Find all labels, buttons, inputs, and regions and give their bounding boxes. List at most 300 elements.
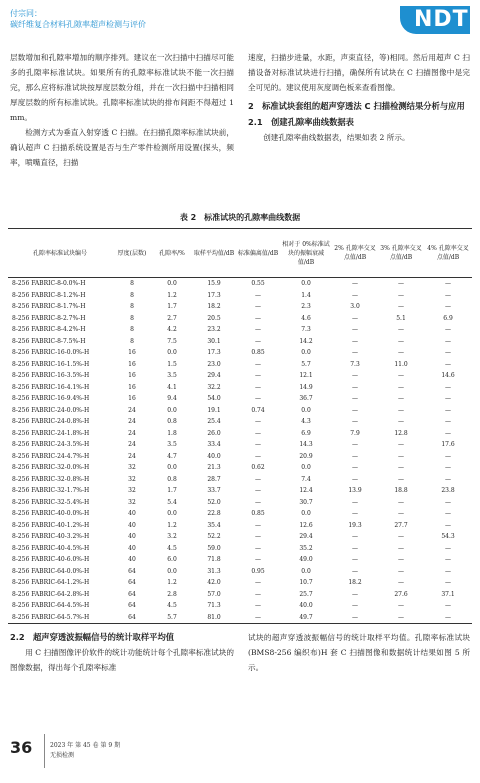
table-cell: 64 (128, 590, 136, 598)
table-cell: 64 (128, 579, 136, 586)
table-cell: 8-256 FABRIC-8-4.2%-H (12, 326, 86, 333)
table-cell: 0.0 (167, 510, 177, 517)
table-cell: 8-256 FABRIC-40-3.2%-H (12, 533, 90, 540)
table-cell: — (445, 579, 451, 586)
table-cell: 35.2 (299, 544, 313, 552)
table-cell: 42.0 (207, 579, 221, 586)
table-cell: 0.85 (251, 349, 265, 356)
table-cell: 1.4 (301, 291, 311, 299)
table-cell: 32 (128, 498, 136, 506)
table-row (8, 474, 472, 486)
table-cell: 12.1 (299, 372, 313, 379)
table-row (8, 290, 472, 302)
column-header: 4% 孔隙率交叉点值/dB (424, 229, 472, 278)
table-cell: — (255, 337, 261, 345)
table-cell: 33.7 (207, 487, 221, 494)
table-cell: 23.0 (207, 360, 221, 368)
table-row (8, 462, 472, 474)
table-cell: 8-256 FABRIC-16-3.5%-H (12, 372, 90, 379)
table-cell: 59.0 (207, 544, 221, 552)
table-cell: — (255, 544, 261, 552)
table-cell: 28.7 (207, 475, 221, 483)
table-cell: 30.1 (207, 337, 221, 345)
table-cell: 40 (128, 521, 136, 529)
table-cell: 4.6 (301, 314, 311, 322)
table-cell: 24 (128, 429, 136, 437)
table-cell: — (352, 314, 358, 322)
table-cell: — (236, 612, 280, 624)
table-cell: — (424, 612, 472, 624)
table-cell: — (352, 590, 358, 598)
table-row (8, 589, 472, 601)
table-cell: 8-256 FABRIC-40-6.0%-H (12, 556, 90, 563)
table-row (8, 324, 472, 336)
table-cell: 8-256 FABRIC-16-1.5%-H (12, 360, 90, 368)
column-header: 相对于 0%标准试块的振幅衰减值/dB (280, 229, 332, 278)
table-cell: 17.6 (441, 441, 455, 448)
table-cell: 4.5 (167, 602, 177, 609)
table-cell: 12.6 (299, 521, 313, 529)
table-cell: 7.5 (167, 337, 177, 345)
table-cell: — (445, 406, 451, 414)
table-cell: — (332, 612, 378, 624)
table-row (8, 554, 472, 566)
table-cell: 8-256 FABRIC-24-4.7%-H (12, 452, 90, 460)
table-cell: — (398, 579, 404, 586)
table-cell: 27.7 (394, 521, 408, 529)
table-cell: 52.0 (207, 498, 221, 506)
table-cell: — (255, 475, 261, 483)
table-cell: 29.4 (207, 372, 221, 379)
journal-name: 无损检测 (50, 752, 75, 759)
table-cell: — (398, 303, 404, 310)
table-cell: 1.5 (167, 360, 177, 368)
table-row (8, 313, 472, 325)
table-cell: — (398, 291, 404, 299)
table-cell: — (398, 349, 404, 356)
table-cell: 8-256 FABRIC-32-5.4%-H (12, 498, 90, 506)
table-cell: 40.0 (207, 452, 221, 460)
table-cell: 1.7 (167, 487, 177, 494)
table-cell: 7.9 (350, 429, 360, 437)
table-cell: — (398, 372, 404, 379)
table-row (8, 347, 472, 359)
table-cell: 40 (128, 544, 136, 552)
column-header: 2% 孔隙率交叉点值/dB (332, 229, 378, 278)
table-cell: 3.2 (167, 533, 177, 540)
table-row (8, 508, 472, 520)
table-cell: 52.2 (207, 533, 221, 540)
table-cell: — (445, 544, 451, 552)
table-cell: 6.0 (167, 556, 177, 563)
table-cell: 4.1 (167, 383, 177, 391)
table-cell: — (445, 464, 451, 471)
table-cell: 64 (128, 567, 136, 575)
left-column (10, 50, 234, 170)
table-cell: 6.9 (443, 314, 453, 322)
table-cell: — (352, 498, 358, 506)
table-cell: 40 (128, 533, 136, 540)
table-cell: — (255, 441, 261, 448)
footer-divider (44, 734, 45, 768)
bottom-left-column (10, 630, 234, 675)
table-cell: 40 (128, 510, 136, 517)
table-cell: 8 (130, 314, 134, 322)
table-cell: 0.74 (251, 406, 265, 414)
table-cell: 32 (128, 487, 136, 494)
table-cell: 1.2 (167, 291, 177, 299)
table-cell: 18.8 (394, 487, 408, 494)
table-cell: 64 (112, 612, 152, 624)
table-cell: — (445, 395, 451, 402)
table-cell: 12.4 (299, 487, 313, 494)
table-row (8, 336, 472, 348)
table-cell: — (445, 280, 451, 287)
table-cell: — (352, 337, 358, 345)
table-cell: 3.5 (167, 441, 177, 448)
table-cell: 0.85 (251, 510, 265, 517)
header-article-title: 碳纤维复合材料孔隙率超声检测与评价 (10, 20, 146, 29)
table-cell: 15.9 (207, 280, 221, 287)
table-cell: 6.9 (301, 429, 311, 437)
table-cell: 23.2 (207, 326, 221, 333)
table-cell: 22.8 (207, 510, 221, 517)
table-cell: 8-256 FABRIC-16-4.1%-H (12, 383, 90, 391)
table-row (8, 428, 472, 440)
column-header: 孔隙率/% (152, 229, 192, 278)
table-cell: 7.3 (301, 326, 311, 333)
table-cell: 4.5 (167, 544, 177, 552)
table-cell: — (398, 383, 404, 391)
table-cell: 10.7 (299, 579, 313, 586)
table-cell: 8-256 FABRIC-32-0.8%-H (12, 475, 90, 483)
table-cell: 1.2 (167, 579, 177, 586)
table-cell: — (445, 521, 451, 529)
table-cell: — (255, 487, 261, 494)
table-cell: 49.7 (280, 612, 332, 624)
table-cell: 24 (128, 452, 136, 460)
table-cell: 5.7 (301, 360, 311, 368)
table-row (8, 543, 472, 555)
table-cell: 0.0 (167, 349, 177, 356)
table-cell: — (445, 498, 451, 506)
table-cell: — (352, 291, 358, 299)
table-cell: 8-256 FABRIC-64-0.0%-H (12, 567, 90, 575)
table-cell: 0.0 (301, 349, 311, 356)
table-cell: — (352, 372, 358, 379)
table-cell: 19.1 (207, 406, 221, 414)
table-cell: 30.7 (299, 498, 313, 506)
table-cell: 71.8 (207, 556, 221, 563)
table-cell: 71.3 (207, 602, 221, 609)
table-cell: — (352, 349, 358, 356)
subsection-heading: 2.1 创建孔隙率曲线数据表 (248, 117, 354, 127)
table-cell: — (398, 395, 404, 402)
table-cell: — (445, 303, 451, 310)
table-cell: — (352, 475, 358, 483)
table-cell: 16 (128, 383, 136, 391)
table-row (8, 405, 472, 417)
table-cell: 16 (128, 349, 136, 356)
table-caption: 表 2 标准试块的孔隙率曲线数据 (179, 213, 301, 222)
table-cell: 16 (128, 372, 136, 379)
table-cell: — (255, 498, 261, 506)
table-cell: 35.4 (207, 521, 221, 529)
table-cell: 1.7 (167, 303, 177, 310)
table-cell: 0.8 (167, 418, 177, 425)
table-cell: 0.0 (167, 567, 177, 575)
table-cell: 16 (128, 395, 136, 402)
table-cell: — (255, 533, 261, 540)
column-header: 厚度(层数) (112, 229, 152, 278)
table-cell: — (445, 349, 451, 356)
table-cell: — (445, 360, 451, 368)
table-cell: 1.8 (167, 429, 177, 437)
table-cell: — (398, 556, 404, 563)
table-row (8, 393, 472, 405)
table-cell: 13.9 (348, 487, 362, 494)
table-cell: — (255, 360, 261, 368)
section-heading: 2 标准试块套组的超声穿透法 C 扫描检测结果分析与应用 (248, 101, 465, 111)
table-cell: — (255, 521, 261, 529)
table-cell: 12.8 (394, 429, 408, 437)
table-cell: 0.0 (167, 406, 177, 414)
table-cell: — (352, 533, 358, 540)
table-cell: 3.5 (167, 372, 177, 379)
table-cell: — (352, 544, 358, 552)
table-cell: 8-256 FABRIC-32-1.7%-H (12, 487, 90, 494)
table-cell: 17.3 (207, 349, 221, 356)
table-cell: 40 (128, 556, 136, 563)
table-cell: — (398, 464, 404, 471)
table-row (8, 278, 472, 290)
paragraph: 创建孔隙率曲线数据表，结果如表 2 所示。 (263, 133, 410, 142)
table-cell: 8 (130, 337, 134, 345)
table-cell: 0.0 (301, 510, 311, 517)
table-cell: — (352, 326, 358, 333)
table-cell: 24 (128, 418, 136, 425)
table-cell: 0.55 (251, 280, 265, 287)
table-cell: — (445, 452, 451, 460)
table-cell: — (255, 372, 261, 379)
header-author: 付宗同： (10, 9, 42, 18)
table-cell: 2.3 (301, 303, 311, 310)
table-cell: 8 (130, 291, 134, 299)
table-cell: 8-256 FABRIC-8-2.7%-H (12, 314, 86, 322)
table-cell: 14.2 (299, 337, 313, 345)
table-cell: — (352, 383, 358, 391)
table-cell: 32 (128, 464, 136, 471)
table-cell: 27.6 (394, 590, 408, 598)
table-cell: 18.2 (207, 303, 221, 310)
table-cell: — (352, 280, 358, 287)
table-cell: 0.95 (251, 567, 265, 575)
table-cell: — (445, 602, 451, 609)
table-cell: 8-256 FABRIC-16-9.4%-H (12, 395, 90, 402)
table-cell: 14.3 (299, 441, 313, 448)
table-cell: — (255, 590, 261, 598)
table-cell: — (445, 556, 451, 563)
table-row (8, 359, 472, 371)
table-cell: — (398, 452, 404, 460)
table-cell: 9.4 (167, 395, 177, 402)
table-row (8, 382, 472, 394)
table-cell: 8-256 FABRIC-40-0.0%-H (12, 510, 90, 517)
table-row (8, 301, 472, 313)
table-cell: — (398, 418, 404, 425)
table-cell: — (398, 533, 404, 540)
table-row (8, 531, 472, 543)
table-cell: 49.0 (299, 556, 313, 563)
table-cell: 8-256 FABRIC-8-1.7%-H (12, 303, 86, 310)
table-cell: 8-256 FABRIC-8-0.0%-H (12, 280, 86, 287)
table-cell: 8-256 FABRIC-64-5.7%-H (8, 612, 112, 624)
table-cell: — (398, 326, 404, 333)
table-cell: 57.0 (207, 590, 221, 598)
table-cell: — (398, 475, 404, 483)
table-cell: 37.1 (441, 590, 455, 598)
table-cell: 14.6 (441, 372, 455, 379)
table-row (8, 566, 472, 578)
table-cell: 8-256 FABRIC-64-1.2%-H (12, 579, 90, 586)
table-cell: 0.0 (301, 406, 311, 414)
table-cell: — (255, 429, 261, 437)
table-cell: 20.9 (299, 452, 313, 460)
table-cell: 81.0 (192, 612, 236, 624)
table-cell: — (398, 510, 404, 517)
table-cell: — (352, 452, 358, 460)
table-cell: 8 (130, 280, 134, 287)
porosity-data-table (8, 228, 472, 624)
table-cell: — (445, 418, 451, 425)
paragraph: 速度，扫描步进量，水距，声束直径，等)相同。然后用超声 C 扫描设备对标准试块进行扫描，确保所有试块在 C 扫描图像中是完全可见的。建议使用灰度调色板来查看图像。 (248, 53, 470, 92)
table-cell: 11.0 (394, 360, 408, 368)
table-cell: — (445, 326, 451, 333)
table-cell: 0.62 (251, 464, 265, 471)
table-cell: 8-256 FABRIC-8-7.5%-H (12, 337, 86, 345)
table-cell: 8 (130, 303, 134, 310)
subsection-heading: 2.2 超声穿透波振幅信号的统计取样平均值 (10, 632, 175, 642)
table-cell: 5.7 (152, 612, 192, 624)
table-cell: 8-256 FABRIC-8-1.2%-H (12, 291, 86, 299)
table-cell: 23.8 (441, 487, 455, 494)
table-cell: 21.3 (207, 464, 221, 471)
table-cell: — (352, 556, 358, 563)
table-cell: — (445, 567, 451, 575)
table-cell: 8-256 FABRIC-24-0.8%-H (12, 418, 90, 425)
table-cell: 26.0 (207, 429, 221, 437)
table-cell: 40.0 (299, 602, 313, 609)
table-cell: — (398, 280, 404, 287)
table-row (8, 600, 472, 612)
column-header: 取样平均值/dB (192, 229, 236, 278)
table-cell: 64 (128, 602, 136, 609)
table-row (8, 439, 472, 451)
table-row (8, 370, 472, 382)
table-cell: 25.4 (207, 418, 221, 425)
table-cell: — (352, 510, 358, 517)
table-header-row (8, 229, 472, 278)
table-row (8, 612, 472, 624)
table-cell: 0.0 (301, 464, 311, 471)
table-cell: 8-256 FABRIC-24-0.0%-H (12, 406, 90, 414)
paragraph: 检测方式为垂直入射穿透 C 扫描。在扫描孔隙率标准试块前，确认超声 C 扫描系统设置是否与生产零件检测所用设置(探头，频率，喷嘴直径，扫描 (10, 128, 234, 167)
table-cell: — (255, 303, 261, 310)
table-cell: 7.4 (301, 475, 311, 483)
table-cell: 32.2 (207, 383, 221, 391)
table-cell: 0.0 (167, 464, 177, 471)
table-cell: 8-256 FABRIC-24-1.8%-H (12, 429, 90, 437)
column-header: 标准偏离值/dB (236, 229, 280, 278)
table-cell: — (352, 441, 358, 448)
table-cell: — (398, 602, 404, 609)
table-cell: 14.9 (299, 383, 313, 391)
table-cell: 0.0 (167, 280, 177, 287)
table-cell: 16 (128, 360, 136, 368)
table-cell: 54.3 (441, 533, 455, 540)
table-cell: — (255, 291, 261, 299)
table-cell: — (398, 337, 404, 345)
paragraph: 层数增加和孔隙率增加的顺序排列。建议在一次扫描中扫描尽可能多的孔隙率标准试块。如果所有的孔隙率标准试块不能一次扫描完，那么应将标准试块按厚度层数分组，并在一次扫描中扫描相同厚度层数的所有标准试块。孔隙率标准试块的排布间距不得超过 1 mm。 (10, 53, 234, 122)
table-cell: — (378, 612, 424, 624)
table-cell: 19.3 (348, 521, 362, 529)
table-cell: — (255, 314, 261, 322)
table-cell: — (445, 337, 451, 345)
table-cell: — (352, 602, 358, 609)
table-cell: 17.3 (207, 291, 221, 299)
table-cell: — (398, 567, 404, 575)
table-cell: — (352, 395, 358, 402)
bottom-right-column (248, 630, 470, 675)
table-cell: — (445, 383, 451, 391)
table-cell: 8-256 FABRIC-40-1.2%-H (12, 521, 90, 529)
table-cell: — (352, 464, 358, 471)
table-cell: — (445, 291, 451, 299)
table-row (8, 451, 472, 463)
table-cell: 5.4 (167, 498, 177, 506)
table-cell: 8 (130, 326, 134, 333)
table-cell: 32 (128, 475, 136, 483)
table-cell: 8-256 FABRIC-16-0.0%-H (12, 349, 90, 356)
table-cell: — (445, 475, 451, 483)
table-cell: 8-256 FABRIC-64-4.5%-H (12, 602, 90, 609)
table-cell: 18.2 (348, 579, 362, 586)
table-cell: — (255, 579, 261, 586)
column-header: 孔隙率标准试块编号 (8, 229, 112, 278)
table-cell: — (255, 418, 261, 425)
table-cell: — (398, 406, 404, 414)
table-cell: — (445, 429, 451, 437)
table-cell: 20.5 (207, 314, 221, 322)
column-header: 3% 孔隙率交叉点值/dB (378, 229, 424, 278)
table-cell: 4.7 (167, 452, 177, 460)
table-cell: 2.7 (167, 314, 177, 322)
table-cell: — (255, 326, 261, 333)
logo-text: NDT (414, 7, 469, 32)
table-cell: — (352, 567, 358, 575)
table-cell: 7.3 (350, 360, 360, 368)
table-cell: 3.0 (350, 303, 360, 310)
table-cell: — (398, 498, 404, 506)
table-cell: — (255, 556, 261, 563)
paragraph: 试块的超声穿透波振幅信号的统计取样平均值。孔隙率标准试块(BMS8-256 编织布)H 套 C 扫描图像和数据统计结果如图 5 所示。 (248, 633, 470, 672)
table-cell: — (255, 452, 261, 460)
table-cell: 2.8 (167, 590, 177, 598)
table-cell: — (352, 406, 358, 414)
table-cell: — (255, 602, 261, 609)
table-cell: 8-256 FABRIC-64-2.8%-H (12, 590, 90, 598)
table-cell: 24 (128, 441, 136, 448)
